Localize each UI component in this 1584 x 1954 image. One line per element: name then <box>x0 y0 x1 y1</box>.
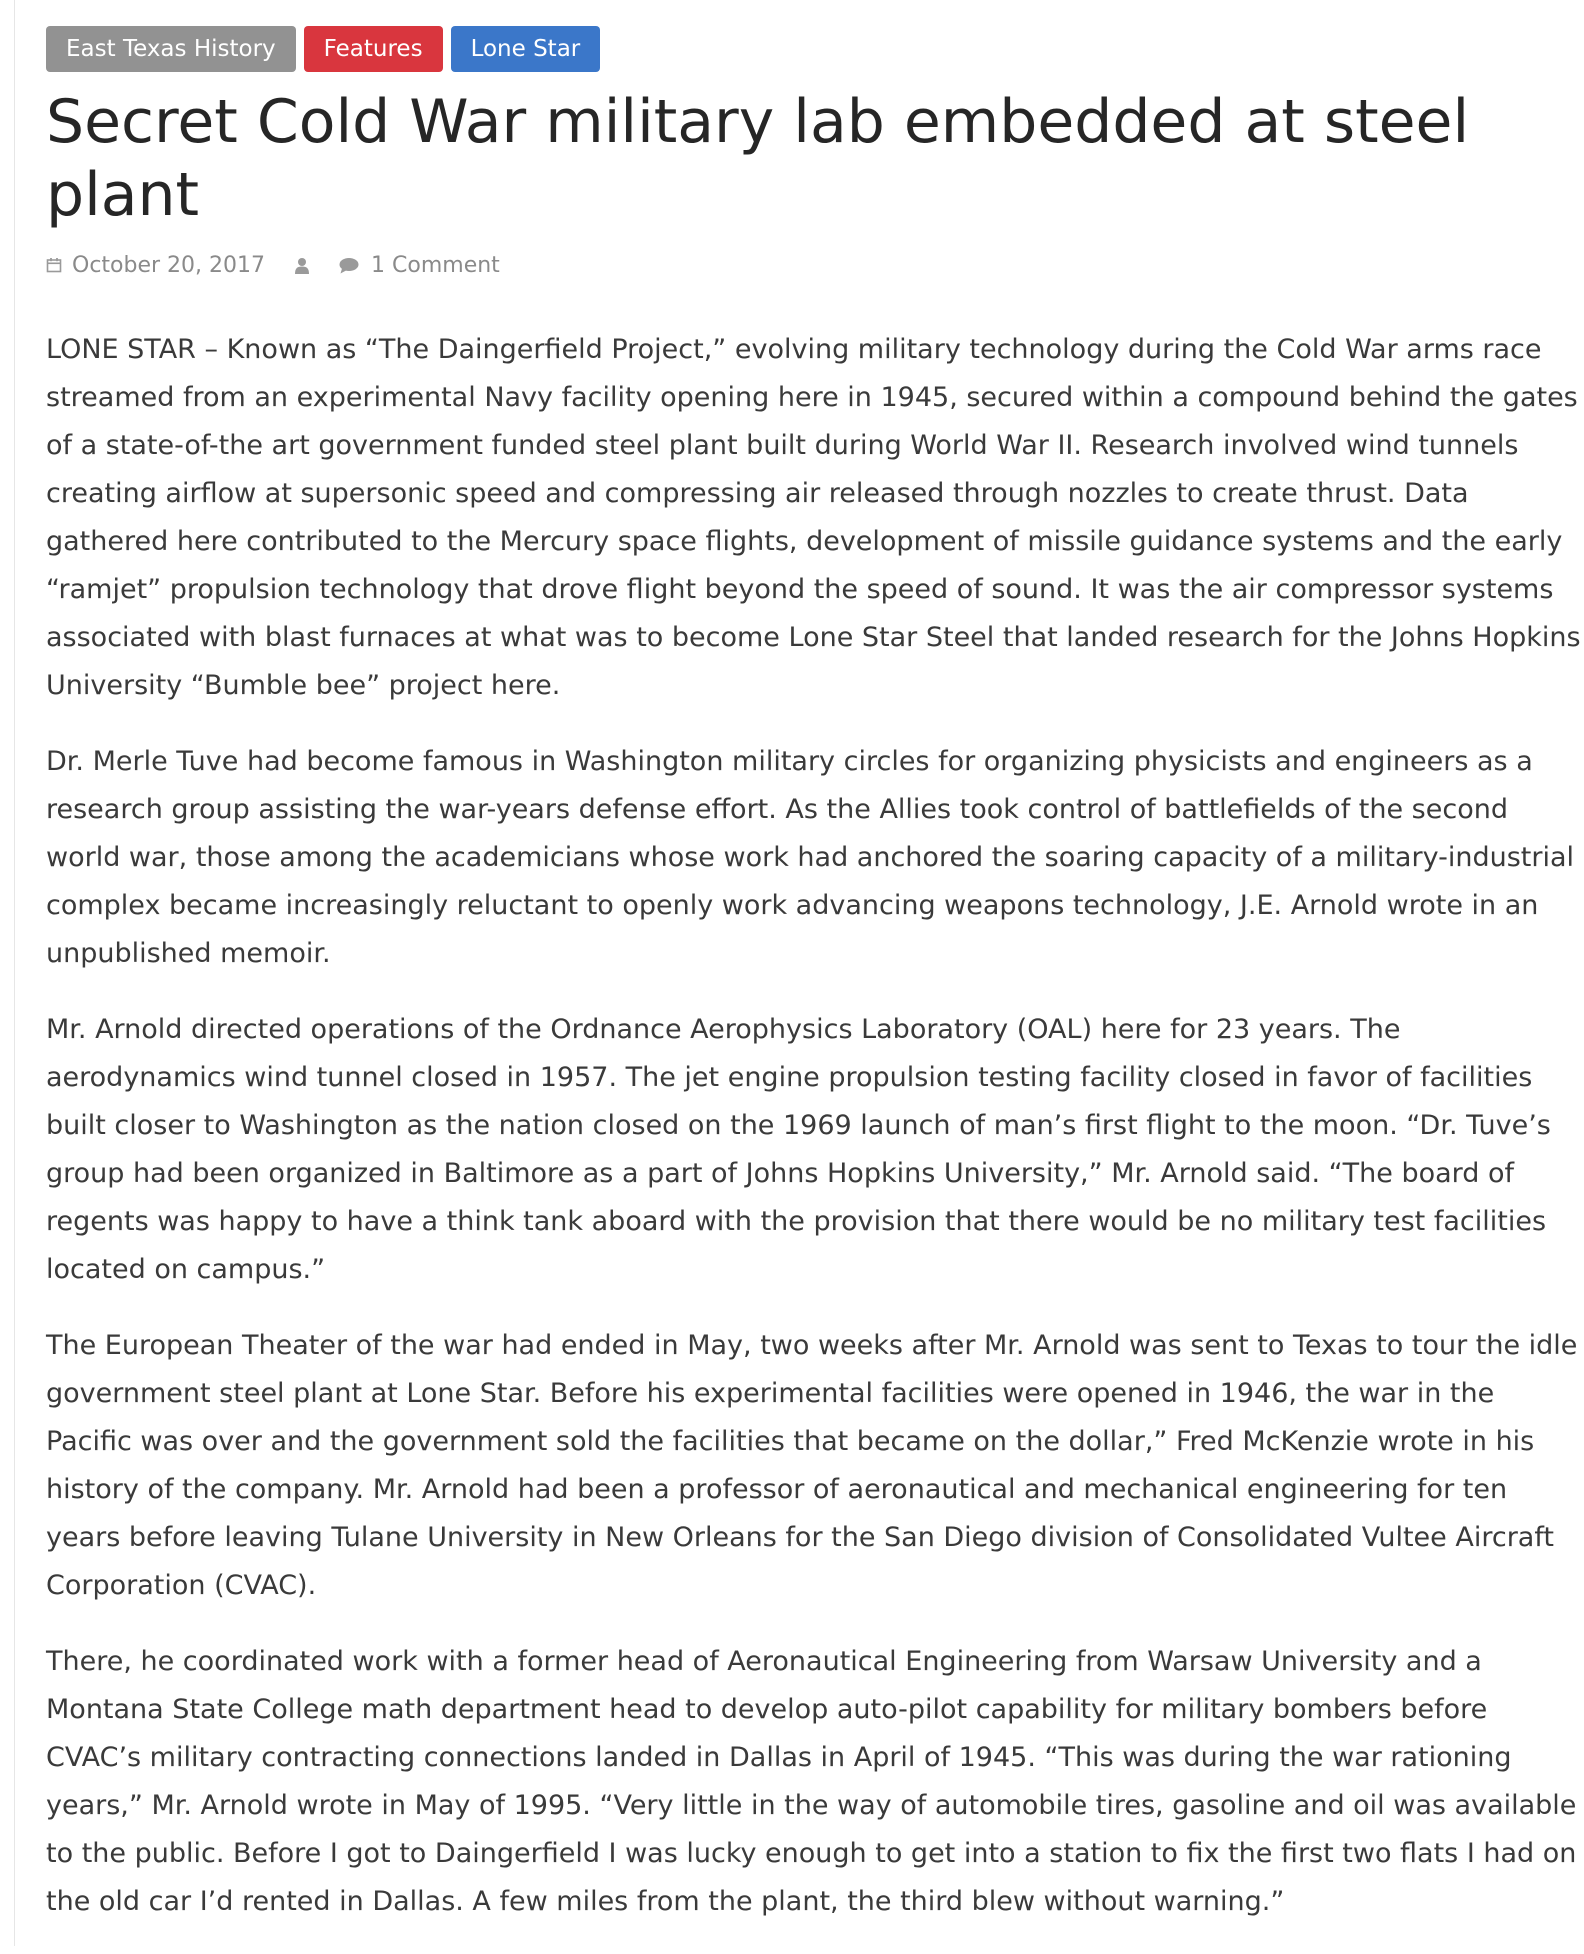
article <box>46 26 1581 1954</box>
post-date-text: October 20, 2017 <box>72 252 266 278</box>
calendar-icon <box>46 257 62 273</box>
comment-icon <box>339 257 359 274</box>
article-paragraph: Dr. Merle Tuve had become famous in Washington military circles for organizing physicists and engineers as a research group assisting the war-years defense effort. As the Allies took control of battlefields of the second world war, those among the academicians whose work had anchored the soaring capacity of a military-industrial complex became increasingly reluctant to openly work advancing weapons technology, J.E. Arnold wrote in an unpublished memoir. <box>46 746 1574 969</box>
category-tags <box>46 26 1576 72</box>
article-meta <box>46 248 1576 282</box>
article-title: Secret Cold War military lab embedded at steel plant <box>46 87 1470 230</box>
article-paragraph: There, he coordinated work with a former head of Aeronautical Engineering from Warsaw University and a Montana State College math department head to develop auto-pilot capability for military bombers before CVAC’s military contracting connections landed in Dallas in April of 1945. “This was during the war rationing years,” Mr. Arnold wrote in May of 1995. “Very little in the way of automobile tires, gasoline and oil was available to the public. Before I got to Daingerfield I was lucky enough to get into a station to fix the first two flats I had on the old car I’d rented in Dallas. A few miles from the plant, the third blew without warning.” <box>46 1646 1577 1917</box>
tag-east-texas-history[interactable]: East Texas History <box>46 26 296 72</box>
tag-lone-star[interactable]: Lone Star <box>451 26 601 72</box>
comments-link[interactable]: 1 Comment <box>371 252 500 278</box>
page-left-border <box>14 0 15 1946</box>
article-paragraph: LONE STAR – Known as “The Daingerfield Project,” evolving military technology during the Cold War arms race streamed from an experimental Navy facility opening here in 1945, secured within a compound behind the gates of a state-of-the art government funded steel plant built during World War II. Research involved wind tunnels creating airflow at supersonic speed and compressing air released through nozzles to create thrust. Data gathered here contributed to the Mercury space flights, development of missile guidance systems and the early “ramjet” propulsion technology that drove flight beyond the speed of sound. It was the air compressor systems associated with blast furnaces at what was to become Lone Star Steel that landed research for the Johns Hopkins University “Bumble bee” project here. <box>46 334 1581 701</box>
user-icon[interactable] <box>295 257 309 274</box>
article-paragraph: The European Theater of the war had ended in May, two weeks after Mr. Arnold was sent to Texas to tour the idle government steel plant at Lone Star. Before his experimental facilities were opened in 1946, the war in the Pacific was over and the government sold the facilities that became on the dollar,” Fred McKenzie wrote in his history of the company. Mr. Arnold had been a professor of aeronautical and mechanical engineering for ten years before leaving Tulane University in New Orleans for the San Diego division of Consolidated Vultee Aircraft Corporation (CVAC). <box>46 1330 1578 1601</box>
tag-features[interactable]: Features <box>304 26 443 72</box>
post-date[interactable] <box>46 253 265 278</box>
article-body <box>46 326 1581 1926</box>
article-paragraph: Mr. Arnold directed operations of the Ordnance Aerophysics Laboratory (OAL) here for 23 years. The aerodynamics wind tunnel closed in 1957. The jet engine propulsion testing facility closed in favor of facilities built closer to Washington as the nation closed on the 1969 launch of man’s first flight to the moon. “Dr. Tuve’s group had been organized in Baltimore as a part of Johns Hopkins University,” Mr. Arnold said. “The board of regents was happy to have a think tank aboard with the provision that there would be no military test facilities located on campus.” <box>46 1014 1551 1285</box>
